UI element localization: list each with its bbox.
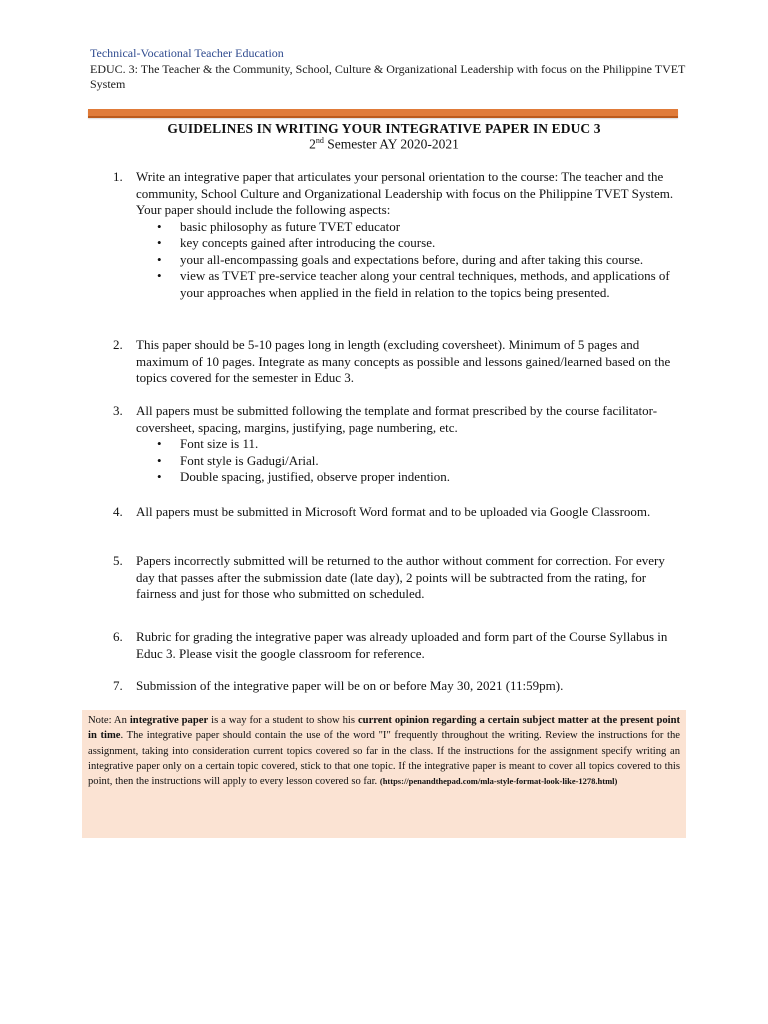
bullet-icon: •: [157, 436, 162, 451]
bullet-item: [157, 469, 683, 486]
bullet-icon: •: [157, 452, 162, 468]
note-body: . The integrative paper should contain the use of the word "I" frequently throughout the writing. Review the instructions for the assignment, taking into consideration current topics covered so far in the class. If the instructions for the assignment specify writing an integrative paper only on a certain topic covered, stick to that one topic. If the integrative paper is meant to cover all topics covered to this point, then the instructions will apply to every lesson covered so far.: [88, 730, 680, 788]
guideline-item: [113, 553, 683, 603]
note-bold-phrase: current opinion regarding a certain subject matter at the present point in time: [88, 715, 681, 742]
semester-ordinal-suffix: nd: [315, 136, 324, 145]
item-number: 4.: [113, 504, 123, 519]
item-text: Papers incorrectly submitted will be returned to the author without comment for correction. For every day that passes after the submission date (late day), 2 points will be subtracted from the rating, for fairness and just for those who submitted on scheduled.: [136, 553, 665, 601]
bullet-text: Double spacing, justified, observe proper indention.: [180, 469, 451, 484]
bullet-text: view as TVET pre-service teacher along your central techniques, methods, and applications of your approaches when applied in the field in relation to the topics being presented.: [180, 268, 670, 300]
item-number: 2.: [113, 337, 123, 352]
item-text: Write an integrative paper that articulates your personal orientation to the course: The teacher and the community, School Culture and Organizational Leadership with focus on the Philippine TVET System. Your paper should include the following aspects:: [136, 169, 674, 217]
bullet-text: your all-encompassing goals and expectations before, during and after taking this course.: [180, 251, 644, 267]
guideline-item: [113, 678, 683, 695]
bullet-icon: •: [157, 469, 162, 484]
bullet-item: [157, 219, 683, 236]
bullet-item: [157, 453, 683, 470]
course-header: EDUC. 3: The Teacher & the Community, School, Culture & Organizational Leadership with focus on the Philippine TVET System: [90, 62, 686, 91]
document-title: GUIDELINES IN WRITING YOUR INTEGRATIVE PAPER IN EDUC 3: [167, 121, 601, 136]
document-subtitle: [0, 136, 768, 153]
bullet-text: basic philosophy as future TVET educator: [180, 218, 401, 234]
bullet-icon: •: [157, 251, 162, 267]
bullet-item: [157, 268, 683, 301]
bullet-icon: •: [157, 235, 162, 250]
item-number: 7.: [113, 678, 123, 693]
bullet-text: key concepts gained after introducing the course.: [180, 235, 436, 250]
note-prefix: Note: An: [88, 715, 130, 726]
item-number: 3.: [113, 403, 123, 418]
item-text: This paper should be 5-10 pages long in length (excluding coversheet). Minimum of 5 pages and maximum of 10 pages. Integrate as many concepts as possible and lessons gained/learned based on the topics covered for the semester in Educ 3.: [136, 337, 671, 385]
guideline-item: [113, 337, 683, 387]
note-box: [82, 710, 686, 838]
bullet-item: [157, 235, 683, 252]
item-text: All papers must be submitted following the template and format prescribed by the course facilitator- coversheet, spacing, margins, justifying, page numbering, etc.: [136, 403, 658, 435]
guideline-item: [113, 504, 683, 521]
source-url: (https://penandthepad.com/mla-style-format-look-like-1278.html): [379, 776, 618, 787]
bullet-text: Font size is 11.: [180, 436, 259, 451]
bullet-item: [157, 436, 683, 453]
bullet-icon: •: [157, 218, 162, 234]
semester-number: 2: [309, 136, 316, 152]
item-text: All papers must be submitted in Microsoft Word format and to be uploaded via Google Classroom.: [136, 504, 651, 519]
bullet-icon: •: [157, 268, 162, 283]
item-text: Submission of the integrative paper will be on or before May 30, 2021 (11:59pm).: [136, 678, 564, 693]
bullet-text: Font style is Gadugi/Arial.: [180, 452, 319, 468]
header-divider-bar: [88, 109, 678, 118]
guideline-item: [113, 169, 683, 301]
semester-text: Semester AY 2020-2021: [323, 136, 459, 152]
item-number: 5.: [113, 553, 123, 568]
bullet-item: [157, 252, 683, 269]
item-number: 1.: [113, 169, 123, 184]
guideline-item: [113, 629, 683, 662]
item-number: 6.: [113, 629, 123, 644]
program-header: Technical-Vocational Teacher Education: [90, 46, 284, 60]
guideline-item: [113, 403, 683, 486]
note-text: is a way for a student to show his: [208, 715, 358, 726]
note-bold-term: integrative paper: [129, 715, 209, 726]
item-text: Rubric for grading the integrative paper was already uploaded and form part of the Course Syllabus in Educ 3. Please visit the google classroom for reference.: [136, 629, 668, 661]
